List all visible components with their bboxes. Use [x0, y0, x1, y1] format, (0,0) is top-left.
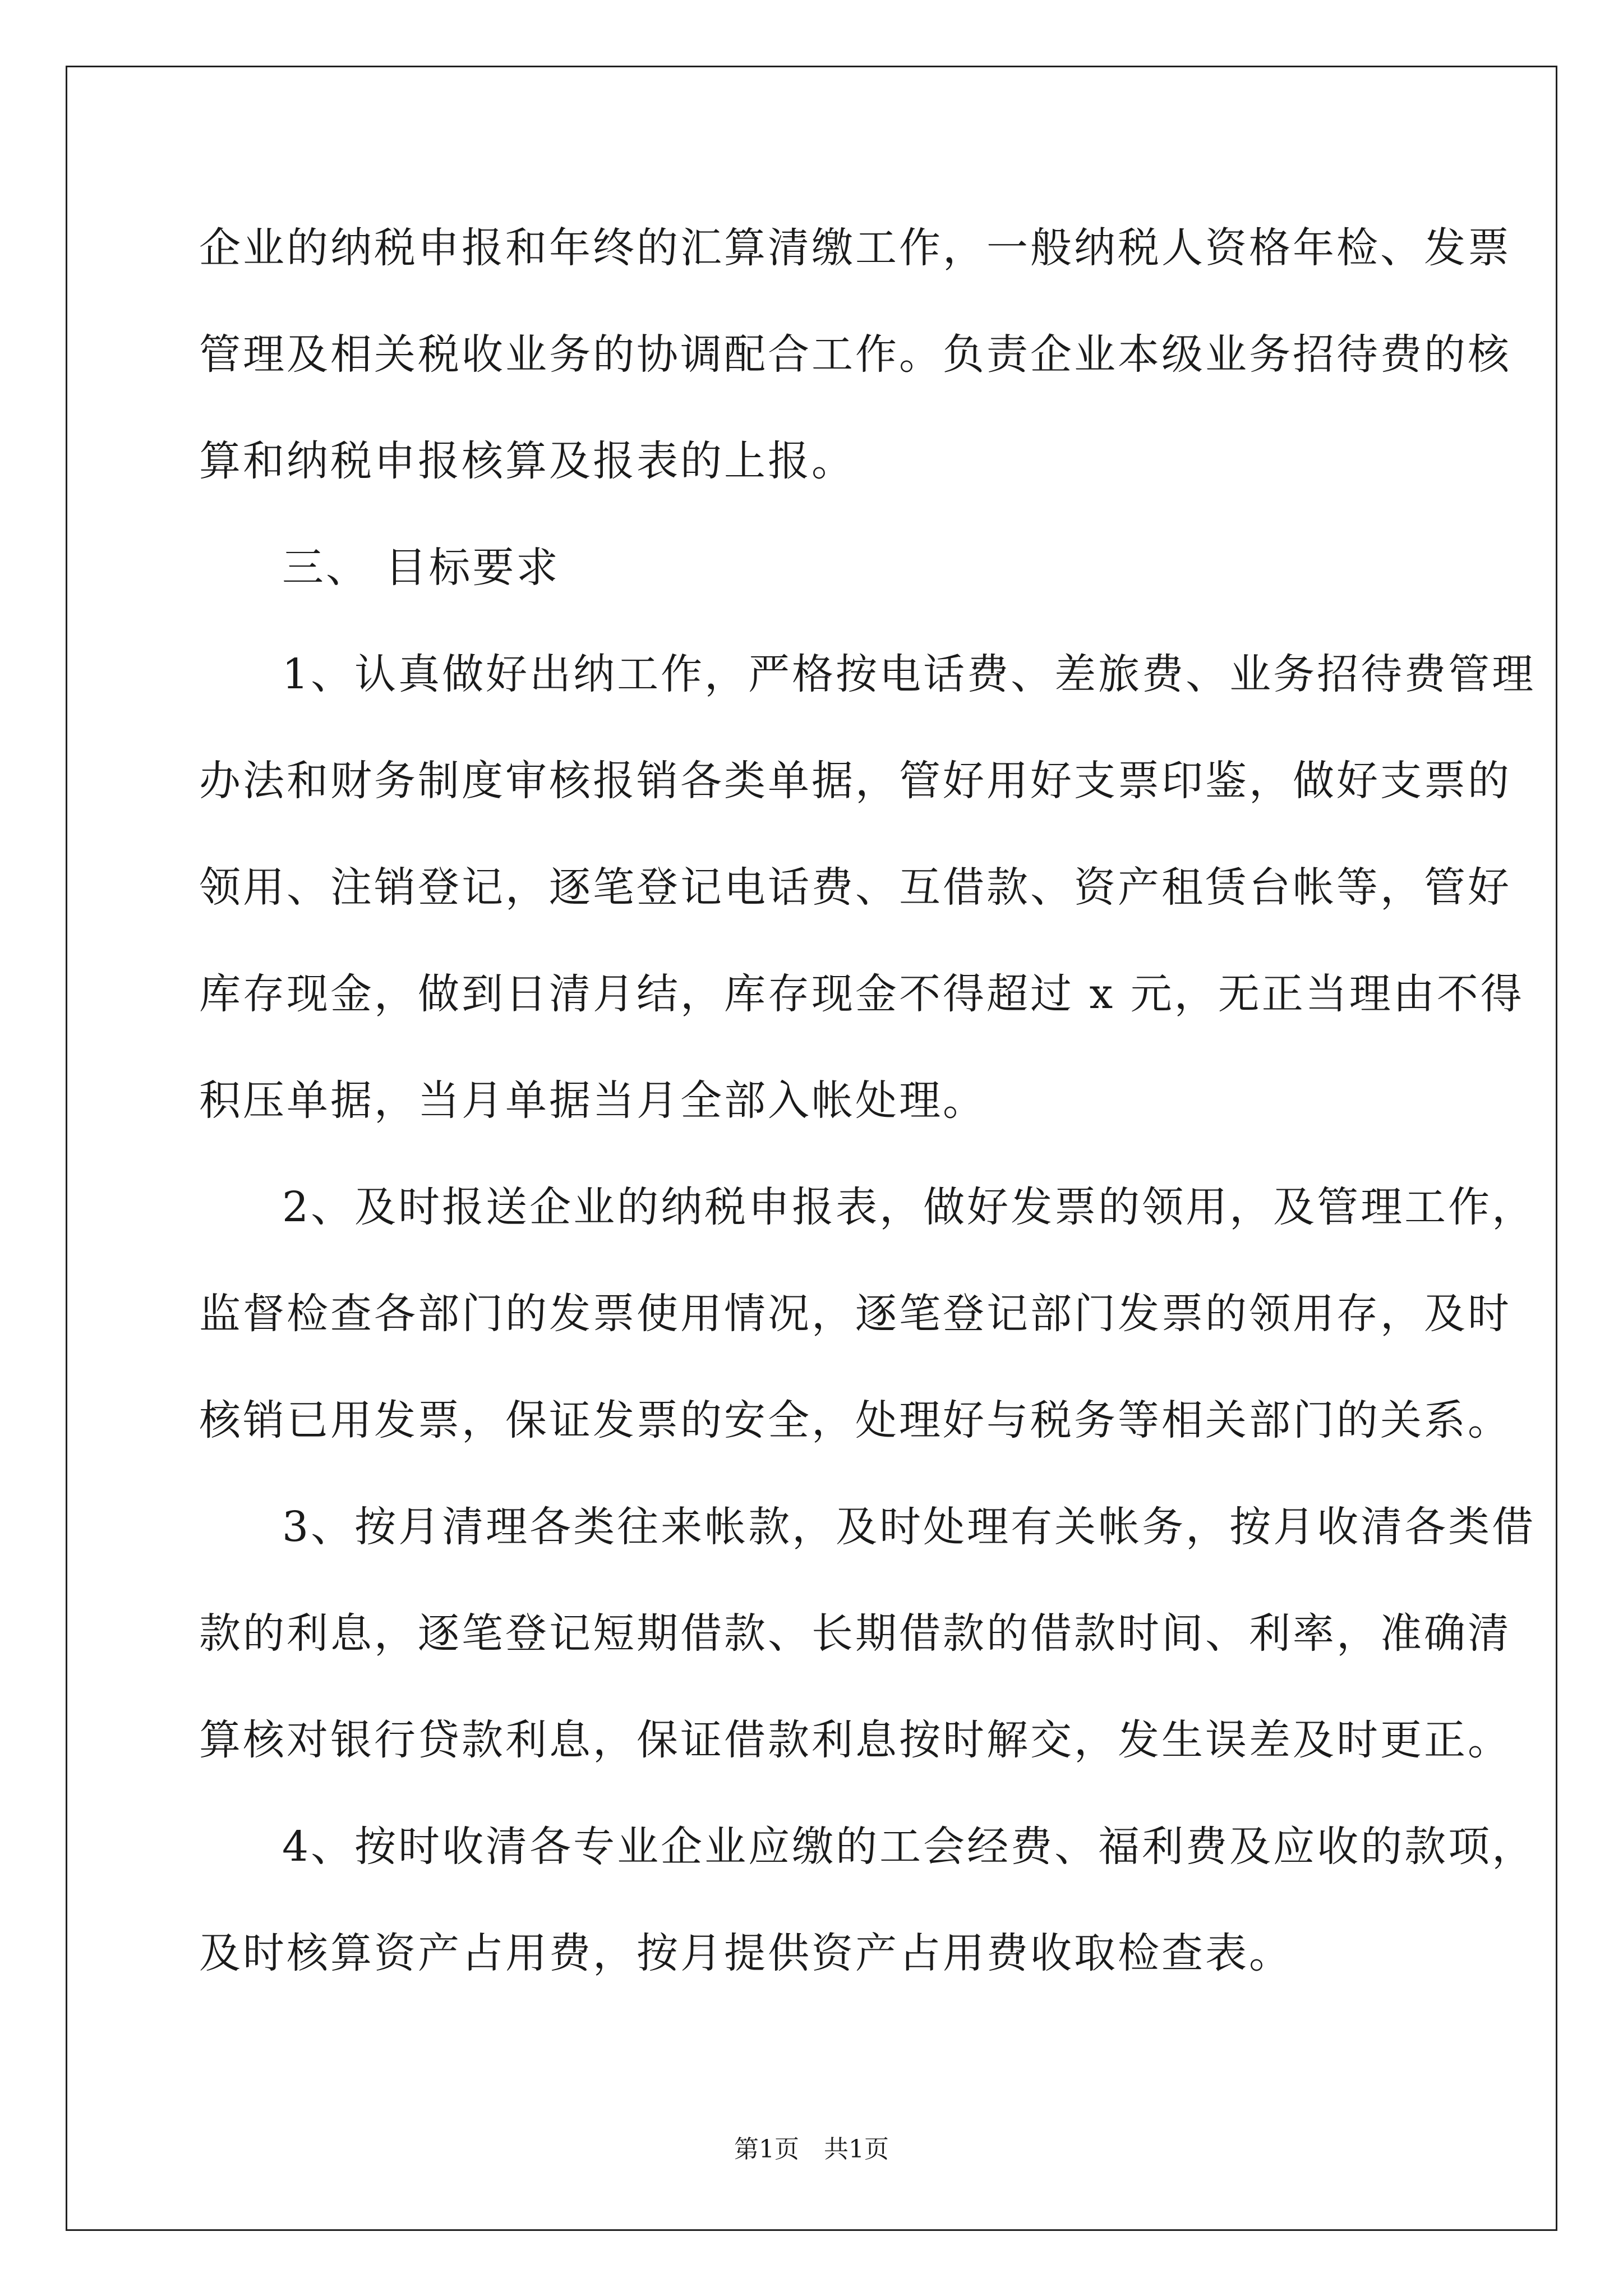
text-line: 1、认真做好出纳工作，严格按电话费、差旅费、业务招待费管理: [282, 650, 1536, 698]
text-line: 办法和财务制度审核报销各类单据，管好用好支票印鉴，做好支票的: [199, 757, 1511, 805]
text-line: 积压单据，当月单据当月全部入帐处理。: [199, 1076, 986, 1125]
page-border: [66, 66, 1557, 2231]
text-line: 管理及相关税收业务的协调配合工作。负责企业本级业务招待费的核: [199, 330, 1511, 379]
text-line: 核销已用发票，保证发票的安全，处理好与税务等相关部门的关系。: [199, 1396, 1511, 1444]
text-line: 2、及时报送企业的纳税申报表，做好发票的领用，及管理工作，: [282, 1183, 1536, 1231]
text-line: 款的利息，逐笔登记短期借款、长期借款的借款时间、利率，准确清: [199, 1609, 1511, 1658]
text-line: 4、按时收清各专业企业应缴的工会经费、福利费及应收的款项，: [282, 1823, 1536, 1871]
text-line: 3、按月清理各类往来帐款，及时处理有关帐务，按月收清各类借: [282, 1503, 1536, 1551]
section-heading: 三、 目标要求: [282, 544, 560, 592]
text-line: 算和纳税申报核算及报表的上报。: [199, 437, 855, 485]
text-line: 库存现金，做到日清月结，库存现金不得超过 x 元，无正当理由不得: [199, 970, 1524, 1018]
text-line: 领用、注销登记，逐笔登记电话费、互借款、资产租赁台帐等，管好: [199, 863, 1511, 912]
page-footer: 第1页 共1页: [734, 2135, 889, 2164]
text-line: 监督检查各部门的发票使用情况，逐笔登记部门发票的领用存，及时: [199, 1290, 1511, 1338]
text-line: 算核对银行贷款利息，保证借款利息按时解交，发生误差及时更正。: [199, 1716, 1511, 1764]
text-line: 企业的纳税申报和年终的汇算清缴工作，一般纳税人资格年检、发票: [199, 224, 1511, 272]
text-line: 及时核算资产占用费，按月提供资产占用费收取检查表。: [199, 1929, 1293, 1977]
